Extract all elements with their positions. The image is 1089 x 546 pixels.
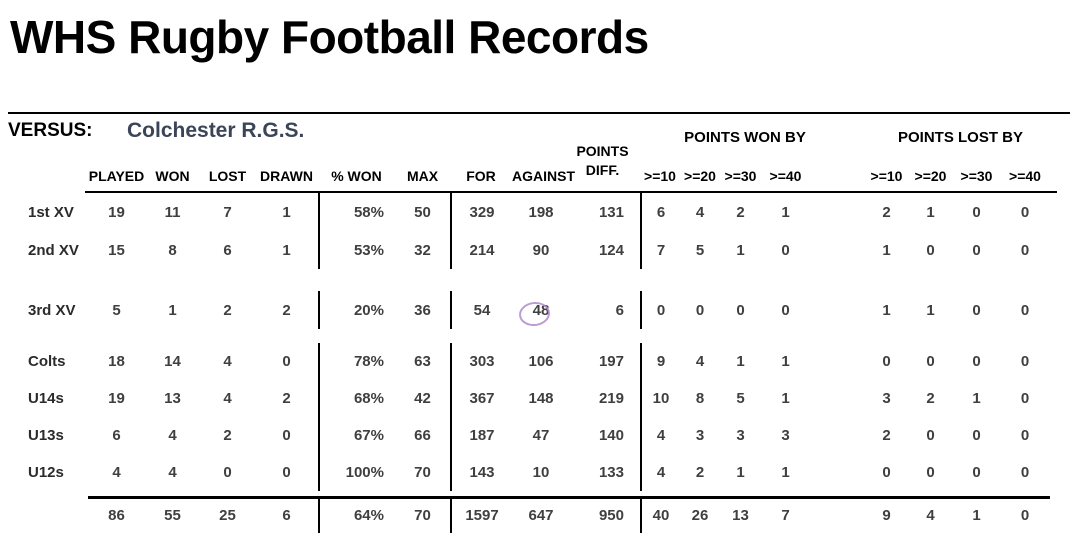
cell-lost-by-30: 0: [972, 427, 981, 444]
cell-lost: 7: [223, 203, 232, 221]
cell-pct-won: 68%: [318, 380, 395, 417]
cell-max: 66: [414, 427, 431, 444]
cell-won-by-40: 1: [781, 203, 790, 221]
table-row: [0, 380, 1089, 417]
cell-points-diff: 219: [598, 390, 624, 407]
cell-lost-by-40: 0: [1020, 464, 1030, 481]
cell-lost-by-30: 0: [972, 353, 981, 370]
cell-points-diff: 950: [598, 506, 624, 524]
cell-lost-by-30: 0: [972, 203, 981, 221]
cell-for: 303: [450, 343, 512, 380]
cell-lost-by-10: 1: [882, 301, 891, 319]
header-won-by-40: >=40: [769, 168, 802, 184]
cell-lost-by-10: 0: [882, 353, 891, 370]
team-label: 2nd XV: [28, 241, 79, 259]
header-for: FOR: [466, 168, 496, 184]
cell-lost: 25: [219, 506, 236, 524]
header-won-by-20: >=20: [684, 168, 716, 184]
cell-drawn: 2: [282, 390, 291, 407]
header-won-by-30: >=30: [724, 168, 757, 184]
cell-won-by-10: 0: [640, 291, 680, 329]
cell-won-by-20: 8: [695, 390, 705, 407]
cell-pct-won: 53%: [318, 231, 395, 269]
cell-lost: 2: [223, 301, 232, 319]
cell-lost-by-20: 0: [926, 464, 935, 481]
cell-against: 106: [528, 353, 554, 370]
header-won-by-10: >=10: [644, 168, 676, 184]
cell-lost: 6: [223, 241, 232, 259]
cell-max: 32: [414, 241, 431, 259]
cell-lost-by-10: 2: [882, 427, 891, 444]
cell-points-diff: 131: [598, 203, 624, 221]
cell-won-by-30: 1: [736, 353, 745, 370]
cell-lost-by-40: 0: [1020, 241, 1030, 259]
cell-right-margin: [1050, 343, 1089, 380]
cell-played: 4: [112, 464, 121, 481]
cell-points-diff: 124: [598, 241, 624, 259]
cell-drawn: 6: [282, 506, 291, 524]
cell-for: 1597: [450, 497, 512, 533]
cell-lost-by-30: 0: [972, 464, 981, 481]
points-lost-by-header: POINTS LOST BY: [897, 129, 1023, 146]
cell-drawn: 1: [282, 241, 291, 259]
cell-won: 8: [168, 241, 177, 259]
cell-lost: 4: [223, 390, 232, 407]
page-title: WHS Rugby Football Records: [10, 11, 649, 63]
cell-won-by-10: 40: [640, 497, 680, 533]
cell-won: 4: [168, 427, 177, 444]
cell-against: 198: [528, 203, 554, 221]
cell-drawn: 0: [282, 353, 291, 370]
cell-won-by-30: 2: [736, 203, 745, 221]
cell-won-by-30: 3: [736, 427, 745, 444]
cell-won: 1: [168, 301, 177, 319]
header-won: WON: [155, 168, 190, 184]
header-lost: LOST: [208, 168, 247, 184]
cell-won-by-40: 1: [781, 390, 790, 407]
cell-lost: 0: [223, 464, 232, 481]
cell-won-by-40: 7: [781, 506, 790, 524]
cell-for: 54: [450, 291, 512, 329]
cell-lost-by-20: 2: [926, 390, 935, 407]
cell-max: 70: [414, 464, 431, 481]
cell-played: 15: [108, 241, 125, 259]
cell-lost-by-40: 0: [1020, 390, 1030, 407]
cell-points-diff: 140: [598, 427, 624, 444]
team-label: U13s: [28, 427, 64, 444]
column-header-row: [0, 156, 1089, 185]
header-drawn: DRAWN: [260, 168, 313, 184]
team-label: 3rd XV: [28, 301, 76, 319]
cell-lost-by-30: 0: [972, 241, 981, 259]
cell-won-by-20: 4: [695, 203, 705, 221]
cell-right-margin: [1050, 417, 1089, 454]
cell-for: 187: [450, 417, 512, 454]
table-row: [0, 417, 1089, 454]
cell-won-by-20: 3: [695, 427, 705, 444]
header-pct-won: % WON: [331, 168, 382, 184]
cell-max: 70: [414, 506, 431, 524]
table-row: [0, 193, 1089, 231]
cell-won-by-10: 4: [640, 454, 680, 491]
header-lost-by-10: >=10: [870, 168, 903, 184]
cell-right-margin: [1050, 193, 1089, 231]
header-played: PLAYED: [88, 168, 145, 184]
cell-group-spacer: [810, 380, 865, 417]
team-label: Colts: [28, 353, 66, 370]
team-label: 1st XV: [28, 203, 74, 221]
cell-for: 367: [450, 380, 512, 417]
cell-points-diff: 6: [615, 301, 624, 319]
cell-lost-by-30: 1: [972, 506, 981, 524]
cell-lost-by-30: 0: [972, 301, 981, 319]
cell-group-spacer: [810, 193, 865, 231]
cell-against: 90: [532, 241, 550, 259]
cell-won-by-10: 9: [640, 343, 680, 380]
cell-won-by-10: 4: [640, 417, 680, 454]
table-row: [0, 231, 1089, 269]
cell-drawn: 0: [282, 427, 291, 444]
cell-group-spacer: [810, 343, 865, 380]
cell-pct-won: 64%: [318, 497, 395, 533]
cell-played: 86: [108, 506, 125, 524]
totals-divider-line: [88, 496, 1050, 499]
cell-lost-by-40: 0: [1020, 203, 1030, 221]
cell-won-by-10: 10: [640, 380, 680, 417]
cell-pct-won: 20%: [318, 291, 395, 329]
cell-drawn: 0: [282, 464, 291, 481]
cell-drawn: 1: [282, 203, 291, 221]
points-won-by-header: POINTS WON BY: [684, 129, 806, 146]
cell-group-spacer: [810, 454, 865, 491]
cell-lost-by-20: 1: [926, 301, 935, 319]
cell-won-by-20: 2: [695, 464, 705, 481]
cell-won-by-40: 1: [781, 464, 790, 481]
cell-pct-won: 100%: [318, 454, 395, 491]
cell-lost-by-20: 0: [926, 241, 935, 259]
cell-drawn: 2: [282, 301, 291, 319]
cell-lost-by-10: 2: [882, 203, 891, 221]
cell-won-by-30: 0: [736, 301, 745, 319]
cell-won: 55: [164, 506, 181, 524]
table-row: [0, 497, 1089, 533]
cell-max: 36: [414, 301, 431, 319]
cell-lost-by-10: 9: [882, 506, 891, 524]
cell-max: 50: [414, 203, 431, 221]
cell-lost-by-40: 0: [1020, 353, 1030, 370]
top-divider-line: [8, 112, 1070, 114]
cell-lost-by-10: 0: [882, 464, 891, 481]
cell-lost-by-20: 0: [926, 353, 935, 370]
cell-played: 18: [108, 353, 125, 370]
cell-won-by-20: 4: [695, 353, 705, 370]
cell-right-margin: [1050, 231, 1089, 269]
cell-against: 148: [528, 390, 554, 407]
header-lost-by-30: >=30: [960, 168, 993, 184]
header-against: AGAINST: [512, 168, 575, 184]
cell-lost-by-20: 4: [926, 506, 935, 524]
cell-for: 214: [450, 231, 512, 269]
cell-max: 63: [414, 353, 431, 370]
header-lost-by-20: >=20: [914, 168, 947, 184]
cell-against: 647: [528, 506, 554, 524]
cell-won-by-10: 6: [640, 193, 680, 231]
cell-right-margin: [1050, 291, 1089, 329]
cell-max: 42: [414, 390, 431, 407]
cell-won-by-30: 1: [736, 464, 745, 481]
team-label: [0, 497, 88, 533]
cell-pct-won: 78%: [318, 343, 395, 380]
cell-for: 329: [450, 193, 512, 231]
cell-lost: 4: [223, 353, 232, 370]
cell-against: 47: [532, 427, 550, 444]
cell-played: 19: [108, 390, 125, 407]
cell-lost-by-20: 1: [926, 203, 935, 221]
cell-points-diff: 133: [598, 464, 624, 481]
points-diff-header-line1: POINTS: [576, 143, 629, 159]
cell-lost-by-10: 1: [882, 241, 891, 259]
cell-won-by-20: 5: [695, 241, 705, 259]
table-body: [0, 193, 1089, 533]
cell-won-by-10: 7: [640, 231, 680, 269]
cell-group-spacer: [810, 497, 865, 533]
cell-lost-by-10: 3: [882, 390, 891, 407]
cell-pct-won: 58%: [318, 193, 395, 231]
cell-group-spacer: [810, 417, 865, 454]
cell-played: 5: [112, 301, 121, 319]
cell-for: 143: [450, 454, 512, 491]
cell-won: 13: [164, 390, 181, 407]
cell-won-by-30: 5: [736, 390, 745, 407]
cell-won-by-40: 3: [781, 427, 790, 444]
cell-right-margin: [1050, 497, 1089, 533]
cell-played: 19: [108, 203, 125, 221]
cell-lost-by-30: 1: [972, 390, 981, 407]
cell-won: 11: [164, 203, 181, 221]
cell-lost-by-40: 0: [1020, 301, 1030, 319]
cell-against: 10: [532, 464, 550, 481]
cell-lost-by-40: 0: [1020, 506, 1030, 524]
header-max: MAX: [406, 168, 439, 184]
cell-against: 48: [532, 301, 550, 319]
cell-lost: 2: [223, 427, 232, 444]
opponent-name: Colchester R.G.S.: [127, 119, 305, 142]
table-row: [0, 343, 1089, 380]
cell-won-by-20: 26: [691, 506, 709, 524]
cell-pct-won: 67%: [318, 417, 395, 454]
cell-won-by-30: 1: [736, 241, 745, 259]
cell-won-by-20: 0: [695, 301, 705, 319]
cell-played: 6: [112, 427, 121, 444]
cell-right-margin: [1050, 454, 1089, 491]
cell-won: 14: [164, 353, 181, 370]
cell-points-diff: 197: [598, 353, 624, 370]
cell-won-by-40: 1: [781, 353, 790, 370]
team-label: U14s: [28, 390, 64, 407]
versus-label: VERSUS:: [8, 120, 93, 141]
cell-group-spacer: [810, 231, 865, 269]
cell-right-margin: [1050, 380, 1089, 417]
cell-won-by-40: 0: [781, 301, 790, 319]
cell-group-spacer: [810, 291, 865, 329]
cell-won: 4: [168, 464, 177, 481]
cell-lost-by-40: 0: [1020, 427, 1030, 444]
cell-lost-by-20: 0: [926, 427, 935, 444]
team-label: U12s: [28, 464, 64, 481]
table-row: [0, 454, 1089, 491]
cell-won-by-40: 0: [781, 241, 790, 259]
header-lost-by-40: >=40: [1009, 168, 1041, 184]
cell-won-by-30: 13: [732, 506, 749, 524]
points-diff-header-line2: DIFF.: [585, 162, 620, 178]
